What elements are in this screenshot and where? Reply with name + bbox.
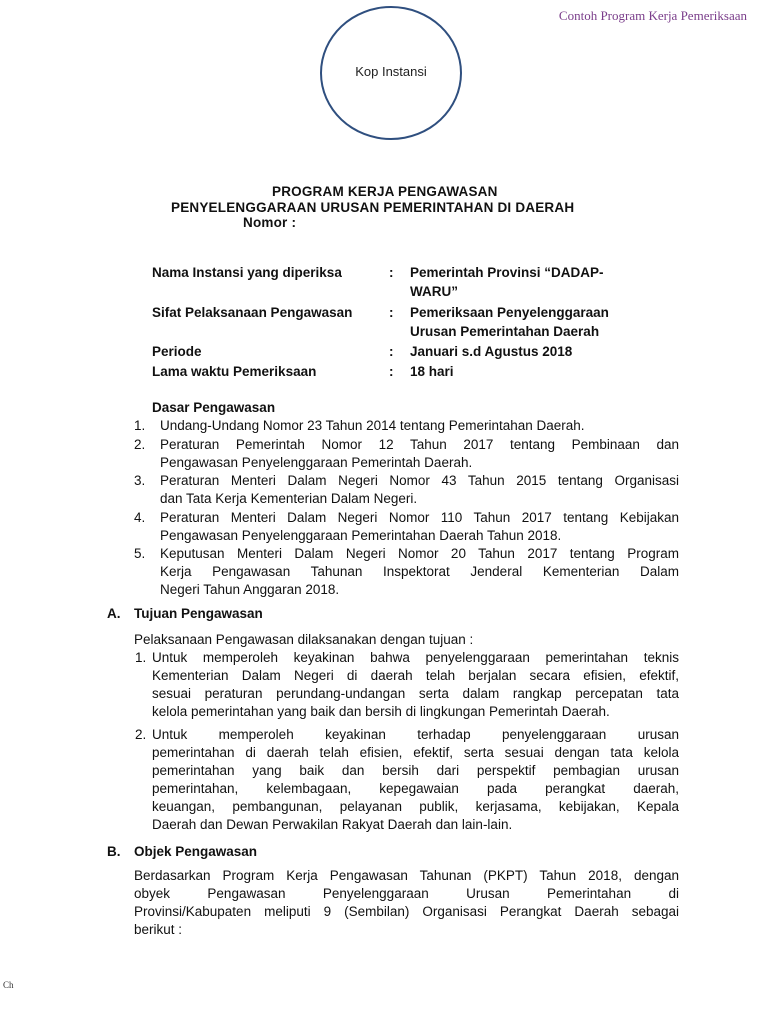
info-value: WARU” [410,284,458,299]
header-note: Contoh Program Kerja Pemeriksaan [558,8,747,23]
list-number: 3. [134,473,146,488]
list-item-text: keuangan, pembangunan, pelayanan publik, kerjasama, kebijakan, Kepala [152,799,679,814]
paragraph-line: berikut : [134,922,183,937]
paragraph-line: Provinsi/Kabupaten meliputi 9 (Sembilan) Organisasi Perangkat Daerah sebagai [134,904,679,919]
list-item-text: Daerah dan Dewan Perwakilan Rakyat Daerah dan lain-lain. [152,817,513,832]
list-item-text: Pengawasan Penyelenggaraan Pemerintahan Daerah Tahun 2018. [160,528,562,543]
info-colon: : [389,265,394,280]
kop-instansi-circle [320,6,462,140]
list-item-text: Kerja Pengawasan Tahunan Inspektorat Jenderal Kementerian Dalam [160,564,679,579]
list-number: 1. [135,650,147,665]
title-nomor: Nomor : [243,215,297,230]
info-colon: : [389,305,394,320]
list-number: 4. [134,510,146,525]
info-value: 18 hari [410,364,454,379]
list-item-text: Negeri Tahun Anggaran 2018. [160,582,340,597]
list-item-text: sesuai peraturan perundang-undangan serta dalam rangkap percepatan tata [152,686,679,701]
list-item-text: dan Tata Kerja Kementerian Dalam Negeri. [160,491,418,506]
list-item-text: Peraturan Menteri Dalam Negeri Nomor 110 Tahun 2017 tentang Kebijakan [160,510,679,525]
list-item-text: pemerintahan yang baik dan bersih dari perspektif pembagian urusan [152,763,679,778]
info-value: Pemerintah Provinsi “DADAP- [410,265,604,280]
list-item-text: Peraturan Pemerintah Nomor 12 Tahun 2017 tentang Pembinaan dan [160,437,679,452]
dasar-heading: Dasar Pengawasan [152,400,276,415]
list-item-text: Peraturan Menteri Dalam Negeri Nomor 43 Tahun 2015 tentang Organisasi [160,473,679,488]
list-item-text: pemerintahan, kelembagaan, kepegawaian pada perangkat daerah, [152,781,679,796]
info-label: Periode [152,344,202,359]
list-item-text: Keputusan Menteri Dalam Negeri Nomor 20 Tahun 2017 tentang Program [160,546,679,561]
list-item-text: Untuk memperoleh keyakinan terhadap penyelenggaraan urusan [152,727,679,742]
info-colon: : [389,364,394,379]
info-label: Lama waktu Pemeriksaan [152,364,317,379]
list-item-text: Untuk memperoleh keyakinan bahwa penyelenggaraan pemerintahan teknis [152,650,679,665]
section-b-letter: B. [107,844,121,859]
kop-label: Kop Instansi [355,63,427,79]
info-value: Urusan Pemerintahan Daerah [410,324,600,339]
title-line-2: PENYELENGGARAAN URUSAN PEMERINTAHAN DI DAERAH [171,200,575,215]
tujuan-intro: Pelaksanaan Pengawasan dilaksanakan dengan tujuan : [134,632,474,647]
title-line-1: PROGRAM KERJA PENGAWASAN [272,184,498,199]
list-number: 1. [134,418,146,433]
footer-mark: Ch [3,980,14,990]
info-value: Januari s.d Agustus 2018 [410,344,573,359]
objek-heading: Objek Pengawasan [134,844,258,859]
list-item-text: Undang-Undang Nomor 23 Tahun 2014 tentang Pemerintahan Daerah. [160,418,585,433]
paragraph-line: Berdasarkan Program Kerja Pengawasan Tahunan (PKPT) Tahun 2018, dengan [134,868,679,883]
list-item-text: Pengawasan Penyelenggaraan Pemerintah Daerah. [160,455,473,470]
list-number: 5. [134,546,146,561]
list-item-text: pemerintahan di daerah telah efisien, efektif, serta sesuai dengan tata kelola [152,745,679,760]
info-value: Pemeriksaan Penyelenggaraan [410,305,609,320]
list-number: 2. [135,727,147,742]
section-a-letter: A. [107,606,121,621]
paragraph-line: obyek Pengawasan Penyelenggaraan Urusan Pemerintahan di [134,886,679,901]
info-colon: : [389,344,394,359]
tujuan-heading: Tujuan Pengawasan [134,606,263,621]
info-label: Nama Instansi yang diperiksa [152,265,342,280]
list-number: 2. [134,437,146,452]
info-label: Sifat Pelaksanaan Pengawasan [152,305,353,320]
list-item-text: Kementerian Dalam Negeri di daerah telah berjalan secara efisien, efektif, [152,668,679,683]
list-item-text: kelola pemerintahan yang baik dan bersih di lingkungan Pemerintah Daerah. [152,704,610,719]
